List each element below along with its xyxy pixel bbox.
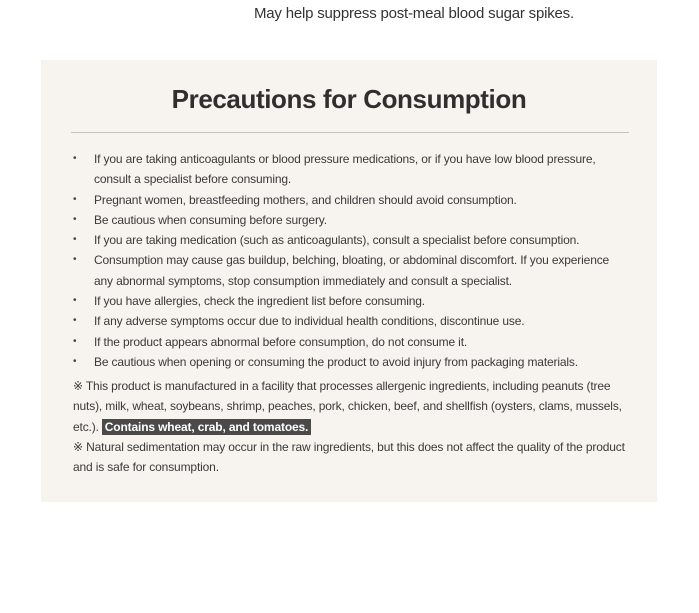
allergen-note xyxy=(73,376,629,437)
precaution-list xyxy=(71,149,625,372)
precaution-item: • If you are taking medication (such as anticoagulants), consult a specialist before consumption. xyxy=(71,230,625,250)
precaution-item: • Consumption may cause gas buildup, belching, bloating, or abdominal discomfort. If you experience any abnormal symptoms, stop consumption immediately and consult a specialist. xyxy=(71,250,625,291)
notes-section xyxy=(73,376,629,477)
benefit-text: May help suppress post-meal blood sugar spikes. xyxy=(254,5,574,22)
title-divider xyxy=(71,132,629,133)
precaution-item: • Be cautious when consuming before surgery. xyxy=(71,210,625,230)
precautions-title: Precautions for Consumption xyxy=(171,84,527,114)
sediment-note: ※ Natural sedimentation may occur in the raw ingredients, but this does not affect the quality of the product and is safe for consumption. xyxy=(73,439,625,475)
precautions-panel xyxy=(41,60,657,502)
allergen-highlight: Contains wheat, crab, and tomatoes. xyxy=(102,419,311,435)
precaution-item: • If the product appears abnormal before consumption, do not consume it. xyxy=(71,332,625,352)
precaution-item: • If any adverse symptoms occur due to individual health conditions, discontinue use. xyxy=(71,311,625,331)
allergen-note-text: ※ This product is manufactured in a facility that processes allergenic ingredients, including peanuts (tree nuts), milk, wheat, soybeans, shrimp, peaches, pork, chicken, beef, and shellfish (oysters, clams, mussels, etc.). xyxy=(73,379,622,434)
precaution-item: • Pregnant women, breastfeeding mothers, and children should avoid consumption. xyxy=(71,190,625,210)
precaution-item: • If you are taking anticoagulants or blood pressure medications, or if you have low blood pressure, consult a specialist before consuming. xyxy=(71,149,625,190)
precaution-item: • Be cautious when opening or consuming the product to avoid injury from packaging materials. xyxy=(71,352,625,372)
precaution-item: • If you have allergies, check the ingredient list before consuming. xyxy=(71,291,625,311)
